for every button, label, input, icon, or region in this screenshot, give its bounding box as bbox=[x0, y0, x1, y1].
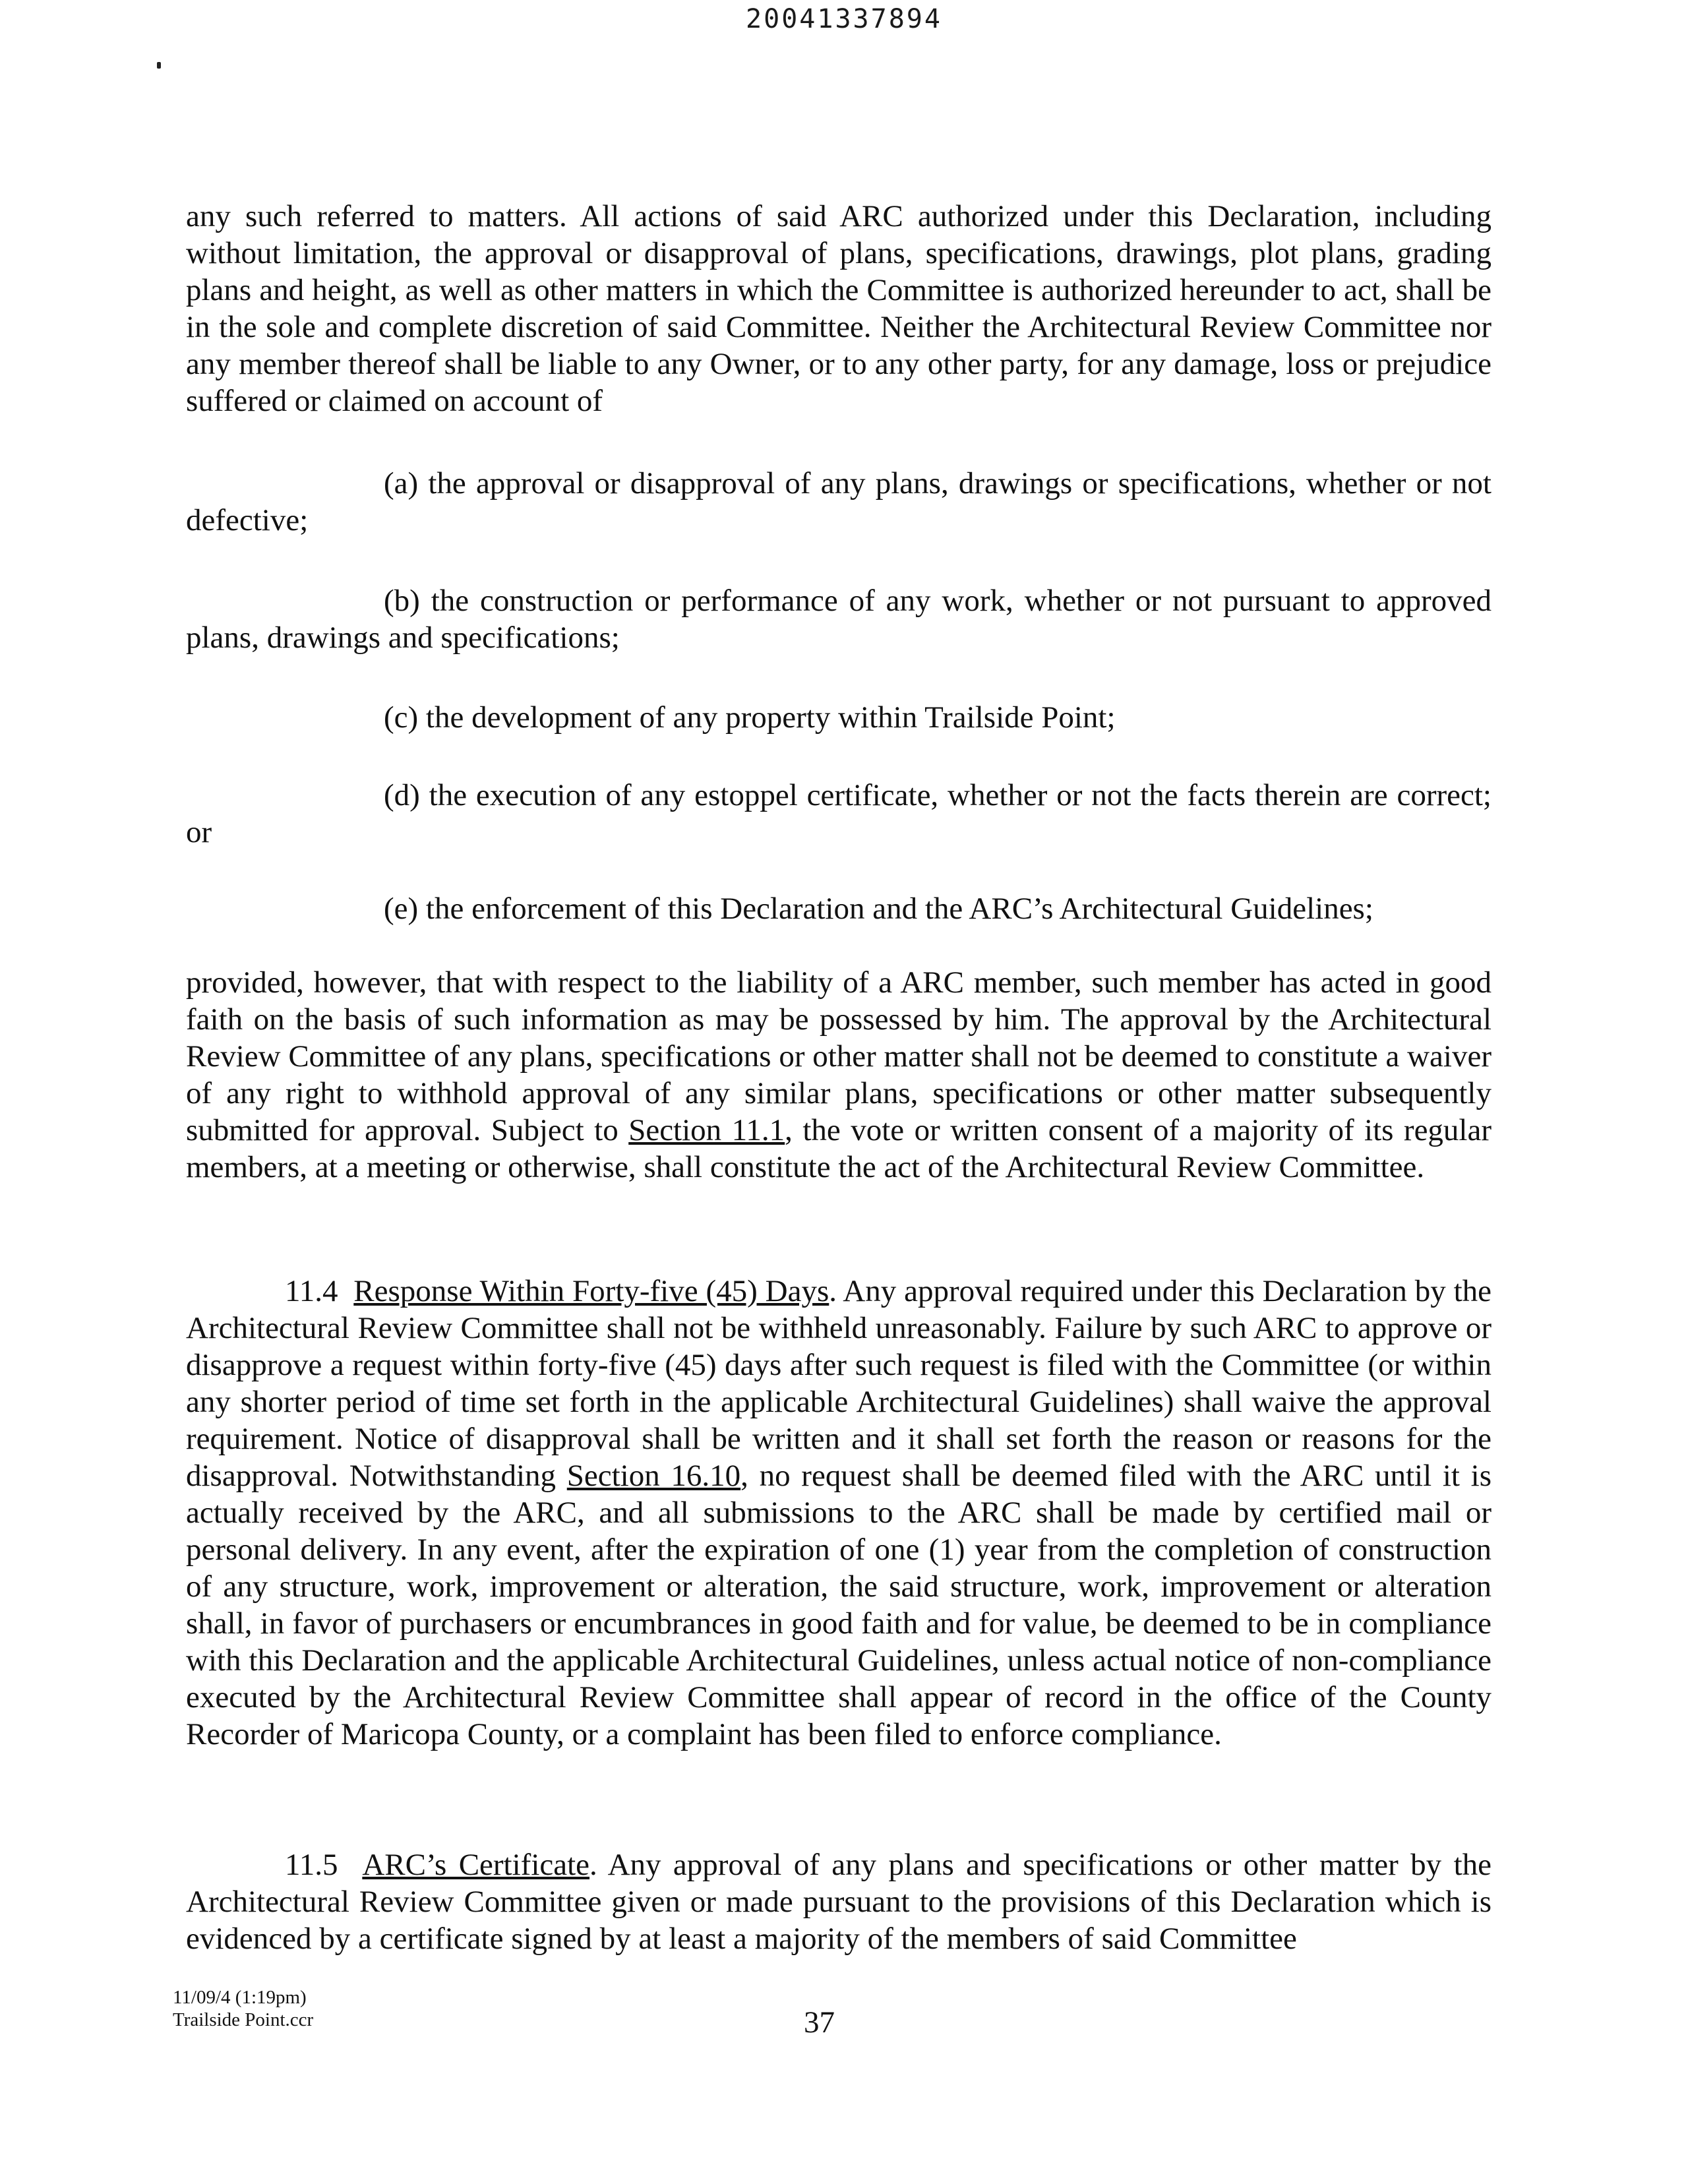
document-number: 20041337894 bbox=[746, 4, 942, 34]
page-number: 37 bbox=[804, 2005, 835, 2040]
section-11-5-text: . Any approval of any plans and specifications or other matter by the Architectural Review Committee given or made pursuant to the provisions of this Declaration which is evidenced by a certificate signed by at least a majority of the members of said Committee bbox=[186, 1848, 1492, 1956]
section-16-10-reference: Section 16.10 bbox=[566, 1459, 741, 1493]
section-11-4-text-before: . Any approval required under this Declaration by the Architectural Review Committee shall not be withheld unreasonably. Failure by such ARC to approve or disapprove a request within forty-five (45) days after such request is filed with the Committee (or within any shorter period of time set forth in the applicable Architectural Guidelines) shall waive the approval requirement. Notice of disapproval shall be written and it shall set forth the reason or reasons for the disapproval. Notwithstanding bbox=[186, 1274, 1492, 1493]
paragraph-2-text-after: , the vote or written consent of a majority of its regular members, at a meeting or otherwise, shall constitute the act of the Architectural Review Committee. bbox=[186, 1113, 1492, 1184]
list-item-b: (b) the construction or performance of any work, whether or not pursuant to approved plans, drawings and specifications; bbox=[186, 584, 1492, 655]
section-11-4-text-after: , no request shall be deemed filed with the ARC until it is actually received by the ARC, and all submissions to the ARC shall be made by certified mail or personal delivery. In any event, after the expiration of one (1) year from the completion of construction of any structure, work, improvement or alteration, the said structure, work, improvement or alteration shall, in favor of purchasers or encumbrances in good faith and for value, be deemed to be in compliance with this Declaration and the applicable Architectural Guidelines, unless actual notice of non-compliance executed by the Architectural Review Committee shall appear of record in the office of the County Recorder of Maricopa County, or a complaint has been filed to enforce compliance. bbox=[186, 1459, 1492, 1751]
paragraph-2-text-before: provided, however, that with respect to the liability of a ARC member, such member has acted in good faith on the basis of such information as may be possessed by him. The approval by the Architectural Review Committee of any plans, specifications or other matter shall not be deemed to constitute a waiver of any right to withhold approval of any similar plans, specifications or other matter subsequently submitted for approval. Subject to bbox=[186, 965, 1492, 1147]
list-item-c: (c) the development of any property within Trailside Point; bbox=[384, 700, 1116, 735]
section-11-5 bbox=[186, 1846, 1492, 1957]
footer-file-line: Trailside Point.ccr bbox=[173, 2009, 314, 2030]
section-11-1-reference: Section 11.1 bbox=[628, 1113, 785, 1147]
footer-date-line: 11/09/4 (1:19pm) bbox=[173, 1987, 307, 2008]
paragraph-arc-discretion: any such referred to matters. All actions of said ARC authorized under this Declaration, including without limitation, the approval or disapproval of plans, specifications, drawings, plot plans, grading plans and height, as well as other matters in which the Committee is authorized hereunder to act, shall be in the sole and complete discretion of said Committee. Neither the Architectural Review Committee nor any member thereof shall be liable to any Owner, or to any other party, for any damage, loss or prejudice suffered or claimed on account of bbox=[186, 199, 1492, 418]
list-item-a: (a) the approval or disapproval of any plans, drawings or specifications, whether or not defective; bbox=[186, 466, 1492, 537]
scan-artifact-mark bbox=[157, 62, 161, 69]
section-11-4-number: 11.4 bbox=[285, 1274, 338, 1308]
section-11-4 bbox=[186, 1273, 1492, 1753]
section-11-5-number: 11.5 bbox=[285, 1848, 338, 1882]
list-item-e: (e) the enforcement of this Declaration and the ARC’s Architectural Guidelines; bbox=[384, 892, 1373, 926]
section-11-4-heading: Response Within Forty-five (45) Days bbox=[353, 1274, 829, 1308]
section-11-5-heading: ARC’s Certificate bbox=[362, 1848, 590, 1882]
paragraph-liability-proviso bbox=[186, 964, 1492, 1186]
list-item-d: (d) the execution of any estoppel certificate, whether or not the facts therein are correct; or bbox=[186, 778, 1492, 849]
